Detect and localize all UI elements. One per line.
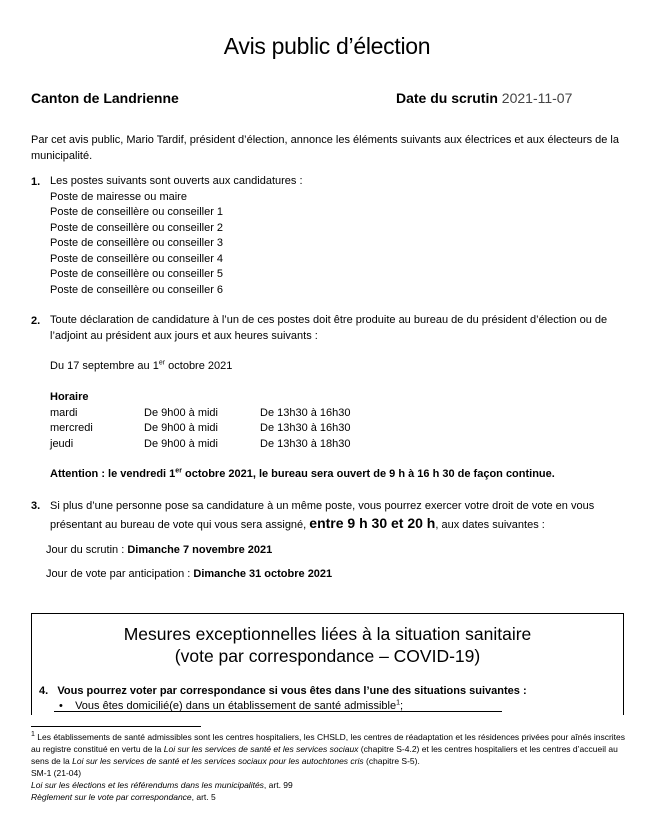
law-reference-2: Règlement sur le vote par correspondance, art. 5 xyxy=(31,792,216,802)
poste-item: Poste de conseillère ou conseiller 6 xyxy=(50,283,224,296)
poste-item: Poste de conseillère ou conseiller 4 xyxy=(50,252,224,265)
page-title: Avis public d’élection xyxy=(223,33,431,59)
footnote-rule xyxy=(31,726,201,727)
section-4-bullet: • Vous êtes domicilié(e) dans un établissement de santé admissible$^1$; xyxy=(59,699,404,712)
box-title: Mesures exceptionnelles liées à la situation sanitaire (vote par correspondance – COVID-19) xyxy=(123,624,532,666)
poste-item: Poste de conseillère ou conseiller 5 xyxy=(50,268,224,280)
section-4-item: 4. Vous pourrez voter par correspondance si vous êtes dans l’une des situations suivantes : xyxy=(39,685,527,697)
attention-note: Attention : le vendredi 1er octobre 2021, le bureau sera ouvert de 9 h à 16 h 30 de façon continue. xyxy=(50,467,555,480)
election-date-value: 2021-11-07 xyxy=(501,90,573,106)
election-date-label: Date du scrutin xyxy=(396,90,498,106)
covid-measures-box xyxy=(31,613,624,715)
jour-du-scrutin: Jour du scrutin : Dimanche 7 novembre 2021 xyxy=(46,544,273,556)
horaire-row: mercredi De 9h00 à midi De 13h30 à 16h30 xyxy=(50,422,351,434)
horaire-label: Horaire xyxy=(50,391,89,403)
footnote: $^1$ Les établissements de santé admissibles sont les centres hospitaliers, les CHSLD, les centres de réadaptation et les résidences privées pour aînés inscrites au registre constitué en vertu de la Loi sur les services de santé et les services sociaux (chapitre S-4.2) et les centres hospitaliers et les centres d’accueil au sens de la Loi sur les services de santé et les services sociaux pour les autochtones cris (chapitre S-5). xyxy=(31,731,626,766)
section-1-number: 1. xyxy=(31,176,41,188)
horaire-row: mardi De 9h00 à midi De 13h30 à 16h30 xyxy=(50,406,351,419)
section-1 xyxy=(50,174,303,298)
poste-item: Poste de conseillère ou conseiller 3 xyxy=(50,237,224,249)
horaire-row: jeudi De 9h00 à midi De 13h30 à 18h30 xyxy=(50,437,351,450)
horaire-table xyxy=(50,390,410,452)
section-3-number: 3. xyxy=(31,500,41,512)
section-3-text: Si plus d’une personne pose sa candidature à un même poste, vous pourrez exercer votre droit de vote en vous présentant au bureau de vote qui vous sera assigné, entre 9 h 30 et 20 h, aux dates suivantes : xyxy=(50,500,595,531)
poste-item: Poste de conseillère ou conseiller 1 xyxy=(50,206,224,218)
document-references xyxy=(31,767,293,803)
poste-item: Poste de mairesse ou maire xyxy=(50,190,187,203)
candidacy-period: Du 17 septembre au 1er octobre 2021 xyxy=(50,359,233,372)
poste-item: Poste de conseillère ou conseiller 2 xyxy=(50,221,224,234)
election-date xyxy=(396,90,572,106)
section-1-lead: Les postes suivants sont ouverts aux candidatures : xyxy=(50,175,303,187)
section-2-text: Toute déclaration de candidature à l’un de ces postes doit être produite au bureau de du président d’élection ou de l’adjoint au président aux jours et aux heures suivants : xyxy=(50,314,608,342)
section-2-number: 2. xyxy=(31,315,41,327)
law-reference-1: Loi sur les élections et les référendums dans les municipalités, art. 99 xyxy=(31,780,293,790)
jour-vote-anticipation: Jour de vote par anticipation : Dimanche 31 octobre 2021 xyxy=(46,568,333,580)
box-divider xyxy=(54,711,502,712)
canton-name: Canton de Landrienne xyxy=(31,90,179,106)
form-code: SM-1 (21-04) xyxy=(31,768,82,778)
intro-paragraph: Par cet avis public, Mario Tardif, président d’élection, annonce les éléments suivants aux électrices et aux électeurs de la municipalité. xyxy=(31,134,619,162)
